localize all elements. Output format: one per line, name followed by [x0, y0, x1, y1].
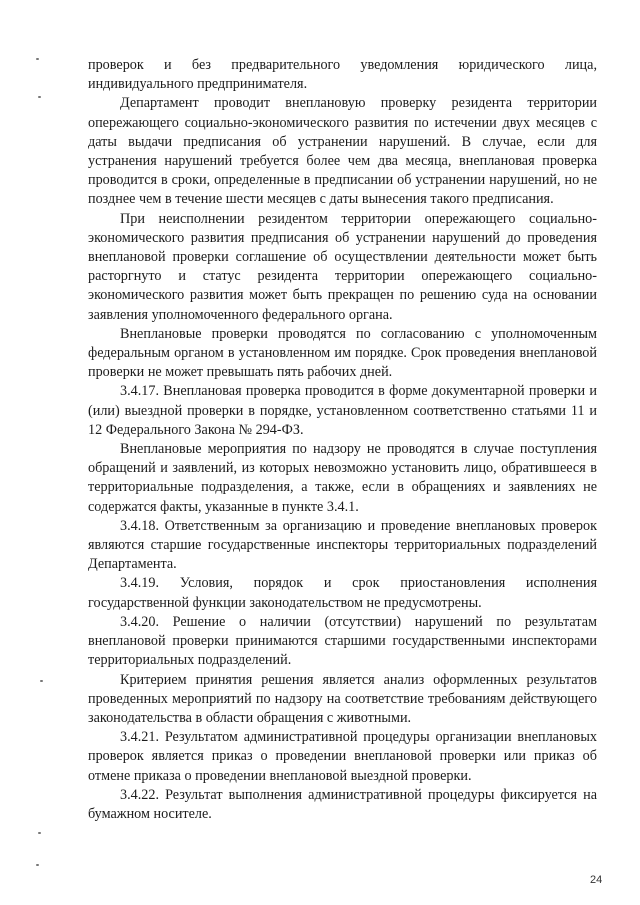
scan-speck	[38, 96, 41, 98]
body-text	[88, 56, 597, 824]
paragraph-agreement-duration: Внеплановые проверки проводятся по согласованию с уполномоченным федеральным органом в установленном им порядке. Срок проведения внеплановой проверки не может превышать пять рабочих дней.	[88, 325, 597, 381]
paragraph-non-compliance: При неисполнении резидентом территории опережающего социально-экономического развития предписания об устранении нарушений до проведения внеплановой проверки соглашение об осуществлении деятельности может быть расторгнуто и статус резидента территории опережающего социально-экономического развития может быть прекращен по решению суда на основании заявления уполномоченного федерального органа.	[88, 210, 597, 323]
paragraph-decision-criterion: Критерием принятия решения является анализ оформленных результатов проведенных мероприятий по надзору на соответствие требованиям действующего законодательства в области обращения с животными.	[88, 671, 597, 726]
scan-speck	[38, 832, 41, 834]
paragraph-continuation: проверок и без предварительного уведомления юридического лица, индивидуального предпринимателя.	[88, 57, 597, 93]
paragraph-3-4-18: 3.4.18. Ответственным за организацию и проведение внеплановых проверок являются старшие государственные инспекторы территориальных подразделений Департамента.	[88, 517, 597, 573]
paragraph-3-4-21: 3.4.21. Результатом административной процедуры организации внеплановых проверок является приказ о проведении внеплановой проверки или приказ об отмене приказа о проведении внеплановой выездной проверки.	[88, 729, 597, 784]
paragraph-3-4-20: 3.4.20. Решение о наличии (отсутствии) нарушений по результатам внеплановой проверки принимаются старшими государственными инспекторами территориальных подразделений.	[88, 613, 597, 669]
scan-speck	[40, 680, 43, 682]
paragraph-anonymous-requests: Внеплановые мероприятия по надзору не проводятся в случае поступления обращений и заявлений, из которых невозможно установить лицо, обратившееся в территориальные подразделения, а также, если в обращениях и заявлениях не содержатся факты, указанные в пункте 3.4.1.	[88, 441, 597, 515]
paragraph-3-4-17: 3.4.17. Внеплановая проверка проводится в форме документарной проверки и (или) выездной проверки в порядке, установленном соответственно статьями 11 и 12 Федерального Закона № 294-ФЗ.	[88, 383, 597, 438]
paragraph-3-4-19: 3.4.19. Условия, порядок и срок приостановления исполнения государственной функции законодательством не предусмотрены.	[88, 575, 597, 611]
paragraph-unscheduled-inspection-timing: Департамент проводит внеплановую проверку резидента территории опережающего социально-экономического развития по истечении двух месяцев с даты выдачи предписания об устранении нарушений. В случае, если для устранения нарушений требуется более чем два месяца, внеплановая проверка проводится в сроки, определенные в предписании об устранении нарушений, но не позднее чем в течение шести месяцев с даты вынесения такого предписания.	[88, 95, 597, 208]
scan-speck	[36, 58, 39, 60]
scan-speck	[36, 864, 39, 866]
paragraph-3-4-22: 3.4.22. Результат выполнения административной процедуры фиксируется на бумажном носителе.	[88, 786, 597, 822]
page-number: 24	[590, 874, 603, 886]
